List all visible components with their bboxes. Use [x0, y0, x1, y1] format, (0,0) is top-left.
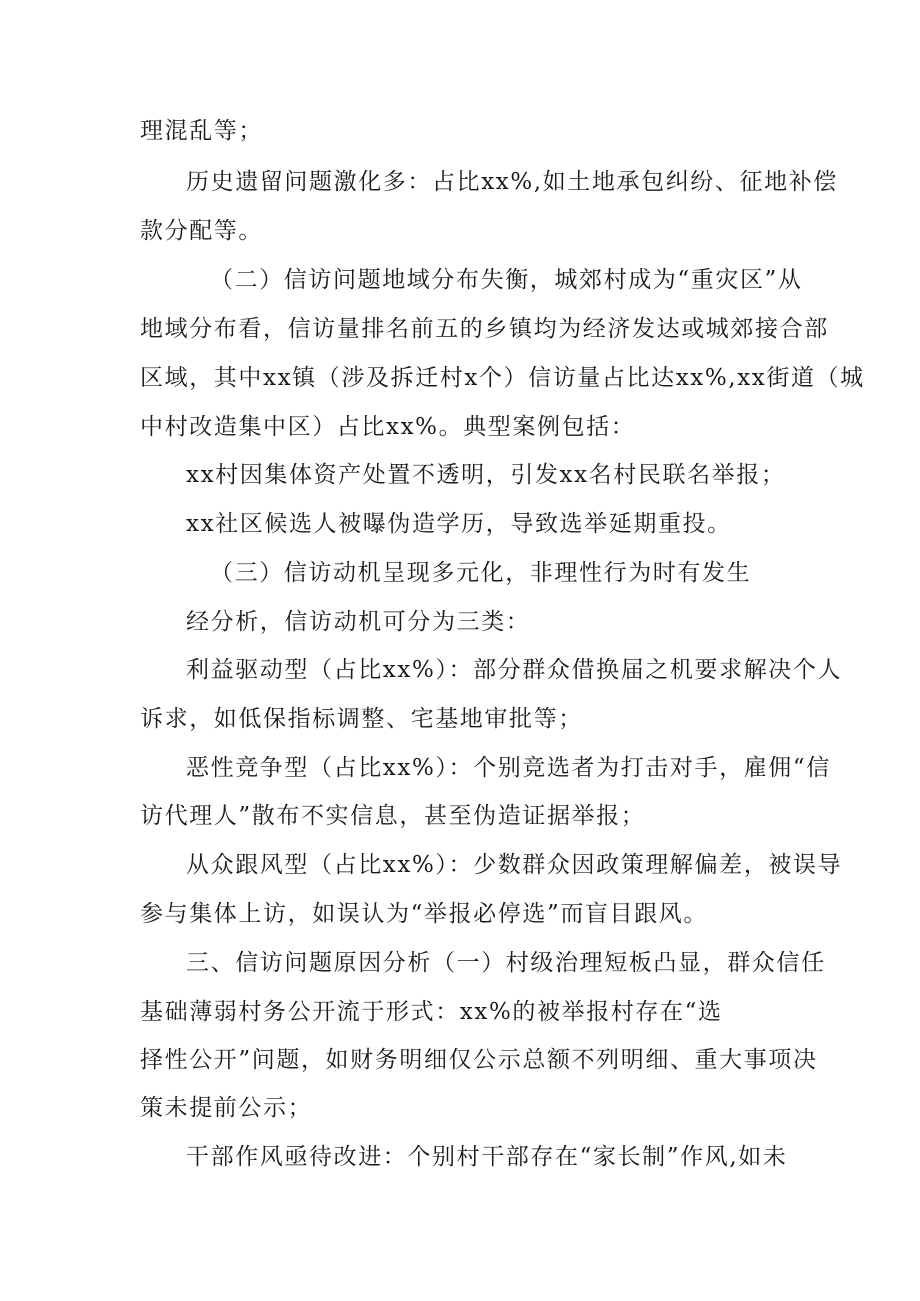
text-line: 策未提前公示； [140, 1095, 313, 1121]
section-heading: （二）信访问题地域分布失衡，城郊村成为“重灾区”从 [210, 267, 803, 293]
text-line: 干部作风亟待改进：个别村干部存在“家长制”作风,如未 [186, 1144, 788, 1170]
text-line: 区域，其中xx镇（涉及拆迁村x个）信访量占比达xx%,xx街道（城 [140, 365, 865, 391]
text-line: 诉求，如低保指标调整、宅基地审批等； [140, 706, 583, 732]
text-line: xx村因集体资产处置不透明，引发xx名村民联名举报； [186, 462, 786, 488]
text-line: 历史遗留问题激化多：占比xx%,如土地承包纠纷、征地补偿 [186, 169, 838, 195]
text-line: 地域分布看，信访量排名前五的乡镇均为经济发达或城郊接合部 [140, 316, 829, 342]
text-line: 利益驱动型（占比xx%）：部分群众借换届之机要求解决个人 [186, 657, 843, 683]
text-line: 中村改造集中区）占比xx%。典型案例包括： [140, 414, 636, 440]
text-line: 参与集体上访，如误认为“举报必停选”而盲目跟风。 [140, 901, 708, 927]
text-line: xx社区候选人被曝伪造学历，导致选举延期重投。 [186, 511, 732, 537]
text-line: 款分配等。 [140, 218, 263, 244]
text-line: 理混乱等； [140, 118, 263, 144]
text-line: 恶性竞争型（占比xx%）：个别竞选者为打击对手，雇佣“信 [186, 755, 831, 781]
text-line: 基础薄弱村务公开流于形式：xx%的被举报村存在“选 [140, 999, 723, 1025]
text-line: 择性公开”问题，如财务明细仅公示总额不列明细、重大事项决 [140, 1047, 818, 1073]
text-line: 访代理人”散布不实信息，甚至伪造证据举报； [140, 803, 646, 829]
text-line: 从众跟风型（占比xx%）：少数群众因政策理解偏差，被误导 [186, 852, 843, 878]
section-heading: （三）信访动机呈现多元化，非理性行为时有发生 [210, 560, 752, 586]
text-line: 经分析，信访动机可分为三类： [186, 609, 531, 635]
section-heading: 三、信访问题原因分析（一）村级治理短板凸显，群众信任 [186, 950, 826, 976]
